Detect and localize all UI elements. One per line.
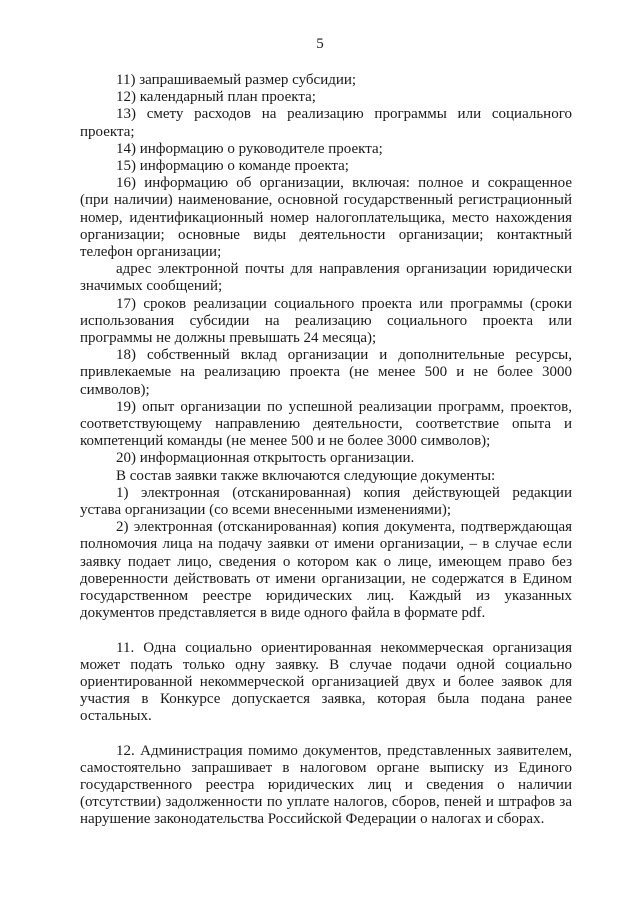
page-number: 5 [316,36,324,52]
list-item-16-email: адрес электронной почты для направления организации юридически значимых сообщений; [80,261,572,295]
list-item-11: 11) запрашиваемый размер субсидии; [116,72,357,88]
list-item-17: 17) сроков реализации социального проекта или программы (сроки использования субсидии на реализацию социального проекта или программы не должны превышать 24 месяца); [80,295,572,347]
section-12: 12. Администрация помимо документов, представленных заявителем, самостоятельно запрашивает в налоговом органе выписку из Единого государственного реестра юридических лиц и сведения о наличии (отсутствии) задолженности по уплате налогов, сборов, пеней и штрафов за нарушение законодательства Российской Федерации о налогах и сборах. [80,742,572,828]
documents-intro: В состав заявки также включаются следующие документы: [116,467,496,484]
list-item-14: 14) информацию о руководителе проекта; [116,140,383,157]
document-body [80,72,572,829]
section-11: 11. Одна социально ориентированная некоммерческая организация может подать только одну заявку. В случае подачи одной социально ориентированной некоммерческой организацией двух и более заявок для участия в Конкурсе допускается заявка, которая была подана ранее остальных. [80,639,572,725]
list-item-16: 16) информацию об организации, включая: полное и сокращенное (при наличии) наименование, основной государственный регистрационный номер, идентификационный номер налогоплательщика, место нахождения организации; основные виды деятельности организации; контактный телефон организации; [80,175,572,261]
list-item-19: 19) опыт организации по успешной реализации программ, проектов, соответствующему направлению деятельности, соответствие опыта и компетенций команды (не менее 500 и не более 3000 символов); [80,398,572,450]
list-item-20: 20) информационная открытость организации. [116,450,415,467]
document-item-2: 2) электронная (отсканированная) копия документа, подтверждающая полномочия лица на подачу заявки от имени организации, – в случае если заявку подает лицо, сведения о котором как о лице, имеющем право без доверенности действовать от имени организации, не содержатся в Едином государственном реестре юридических лиц. Каждый из указанных документов представляется в виде одного файла в формате pdf. [80,519,572,622]
list-item-12: 12) календарный план проекта; [116,89,316,106]
list-item-15: 15) информацию о команде проекта; [116,158,349,175]
document-item-1: 1) электронная (отсканированная) копия действующей редакции устава организации (со всеми внесенными изменениями); [80,484,572,519]
list-item-13: 13) смету расходов на реализацию программы или социального проекта; [80,106,572,140]
list-item-18: 18) собственный вклад организации и дополнительные ресурсы, привлекаемые на реализацию проекта (не менее 500 и не более 3000 символов); [80,347,572,398]
